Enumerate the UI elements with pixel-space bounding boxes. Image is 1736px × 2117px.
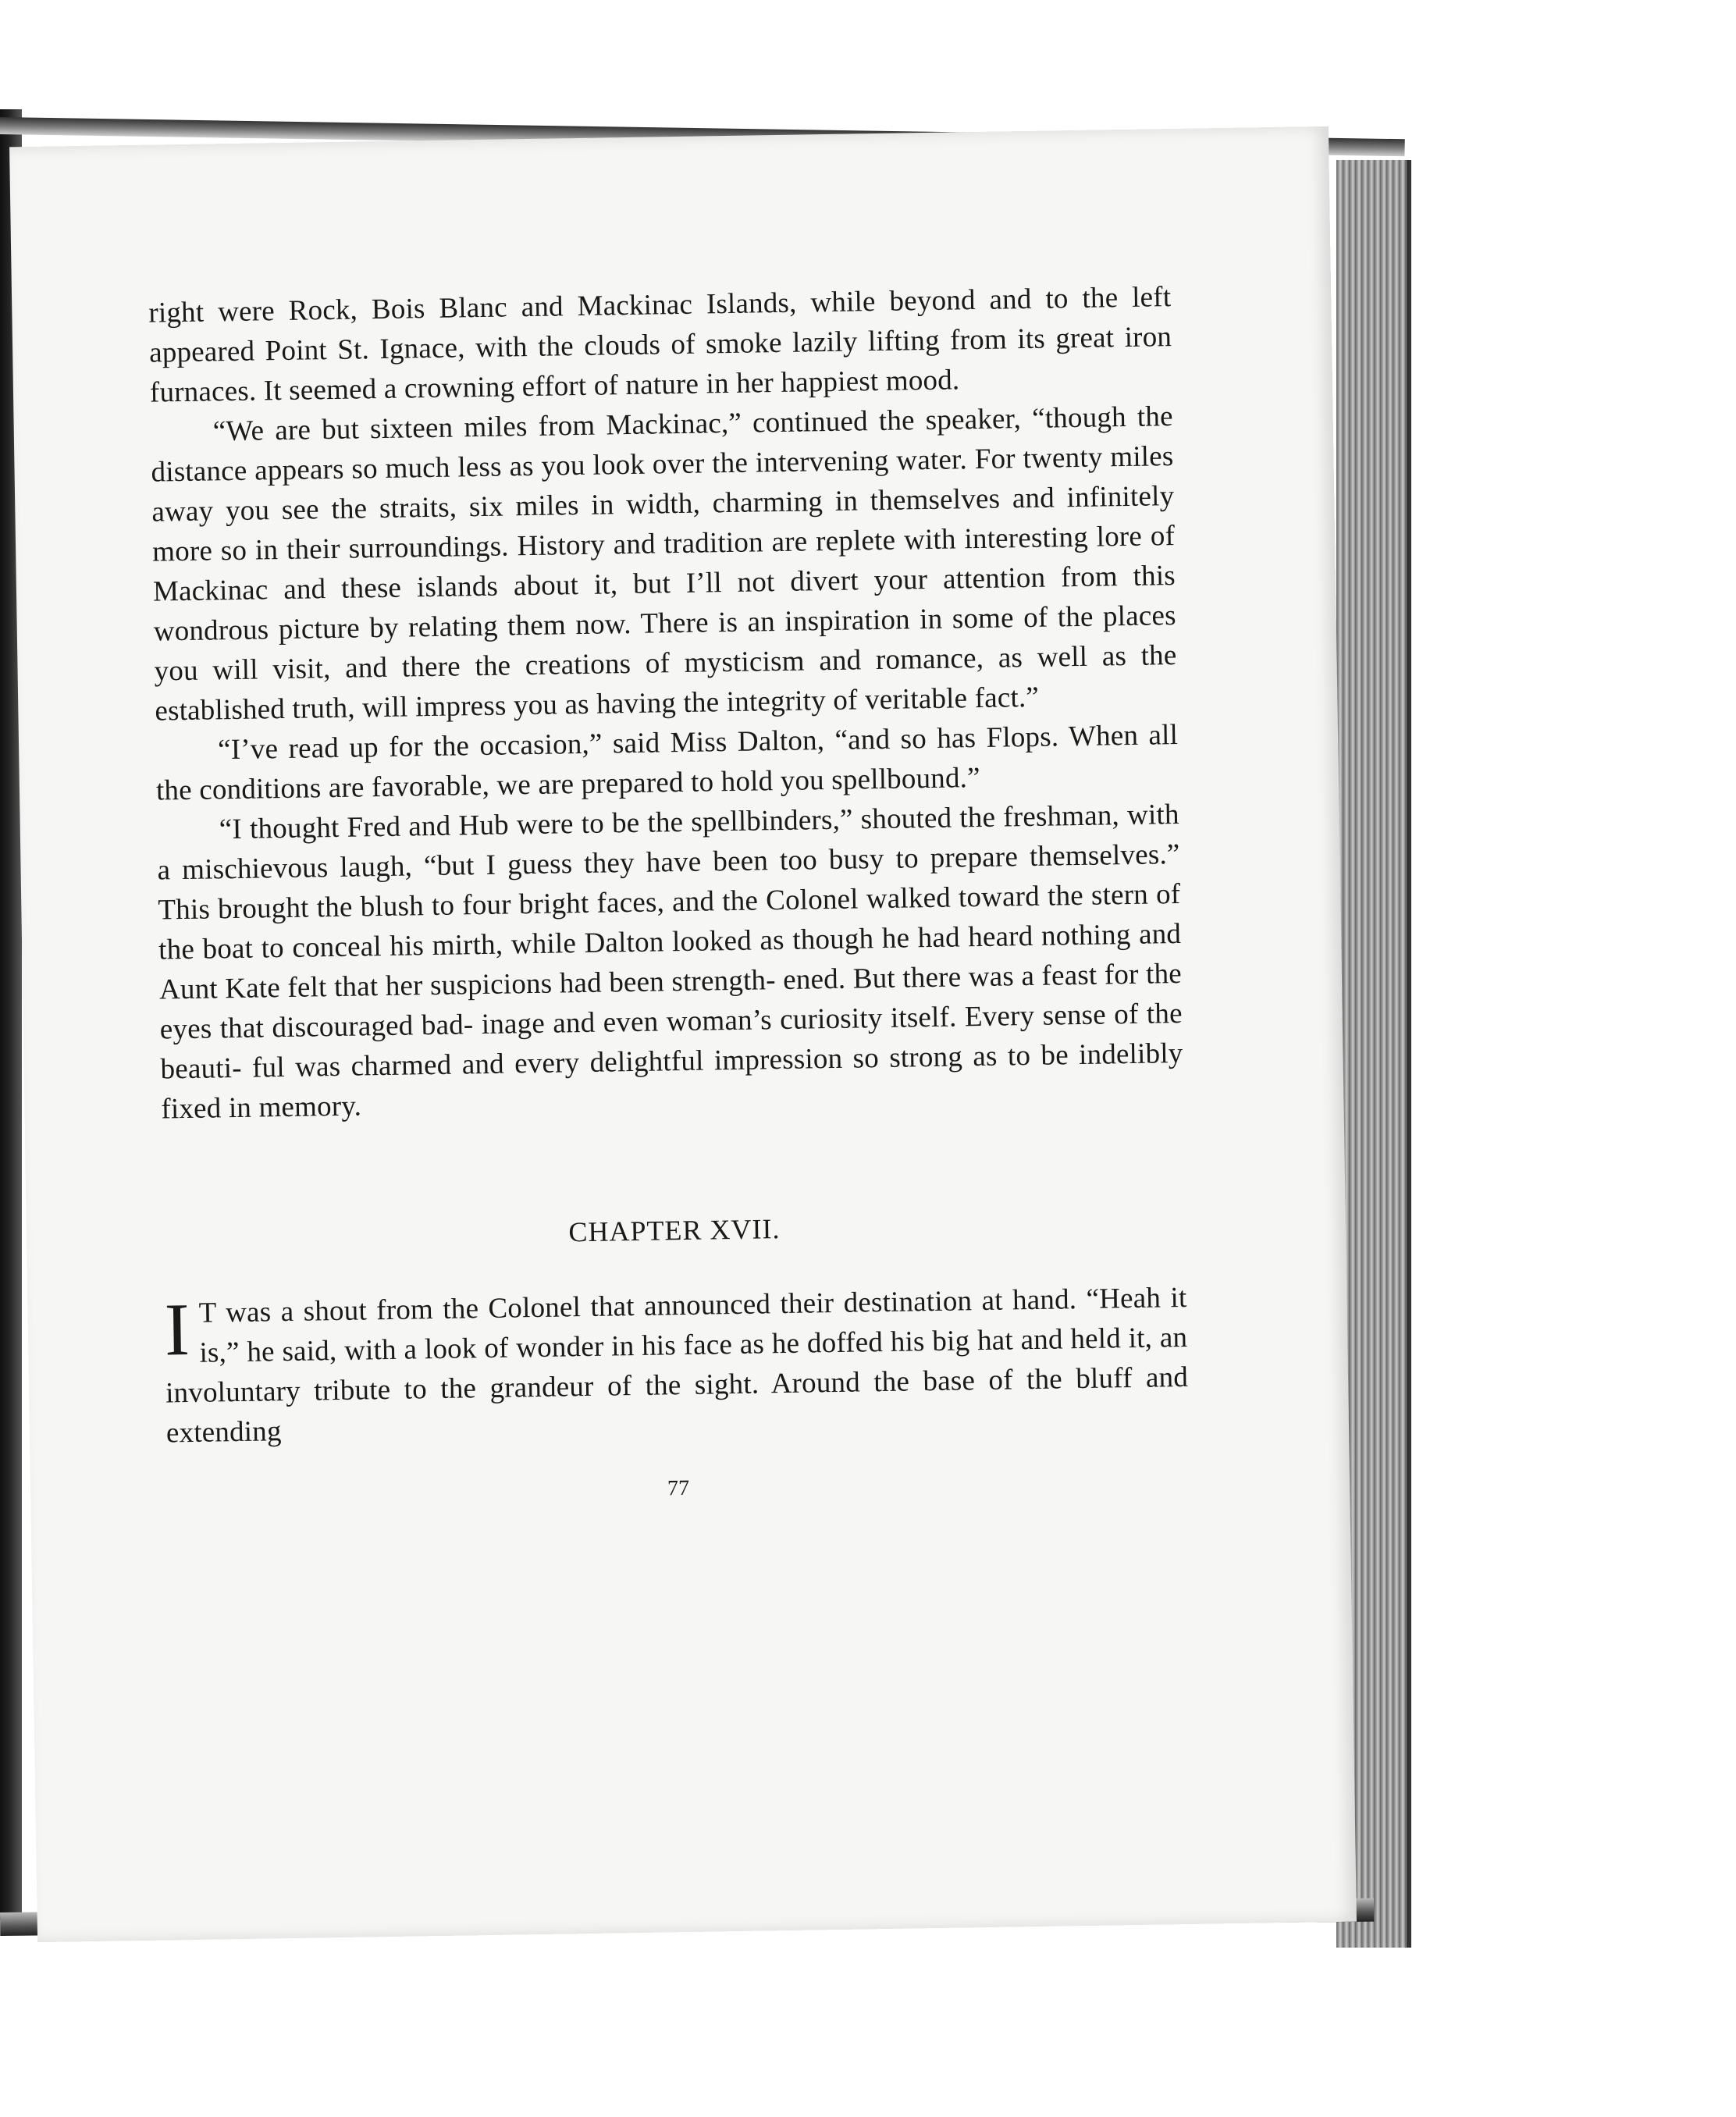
book-page — [9, 126, 1357, 1942]
paragraph-1: right were Rock, Bois Blanc and Mackinac Islands, while beyond and to the left appeared Point St. Ignace, with the clouds of smoke lazily lifting from its great iron furnaces. It seemed a crowning effort of nature in her happiest mood. — [148, 281, 1172, 409]
chapter-first-paragraph-text: T was a shout from the Colonel that announced their destination at hand. “Heah it is,” he said, with a look of wonder in his face as he doffed his big hat and held it, an involuntary tribute to the grandeur of the sight. Around the base of the bluff and extending — [165, 1281, 1189, 1450]
page-text-block — [148, 277, 1190, 1516]
drop-cap: I — [164, 1286, 190, 1372]
chapter-first-paragraph — [164, 1278, 1189, 1453]
paragraph-4: “I thought Fred and Hub were to be the spellbinders,” shouted the freshman, with a mischievous laugh, “but I guess they have been too busy to prepare themselves.” This brought the blush to four bright faces, and the Colonel walked toward the stern of the boat to conceal his mirth, while Dalton looked as though he had heard nothing and Aunt Kate felt that her suspicions had been strength- ened. But there was a feast for the eyes that discouraged bad- inage and even woman’s curiosity itself. Every sense of the beauti- ful was charmed and every delightful impression so strong as to be indelibly fixed in memory. — [157, 798, 1183, 1126]
paragraph-2: “We are but sixteen miles from Mackinac,” continued the speaker, “though the distance appears so much less as you look over the intervening water. For twenty miles away you see the straits, six miles in width, charming in themselves and infinitely more so in their surroundings. History and tradition are replete with interesting lore of Mackinac and these islands about it, but I’ll not divert your attention from this wondrous picture by relating them now. There is an inspiration in some of the places you will visit, and there the creations of mysticism and romance, as well as the established truth, will impress you as having the integrity of veritable fact.” — [151, 400, 1177, 728]
page-number: 77 — [667, 1475, 690, 1501]
paragraph-3: “I’ve read up for the occasion,” said Miss Dalton, “and so has Flops. When all the conditions are favorable, we are prepared to hold you spellbound.” — [155, 718, 1179, 807]
chapter-heading: CHAPTER XVII. — [568, 1213, 781, 1248]
